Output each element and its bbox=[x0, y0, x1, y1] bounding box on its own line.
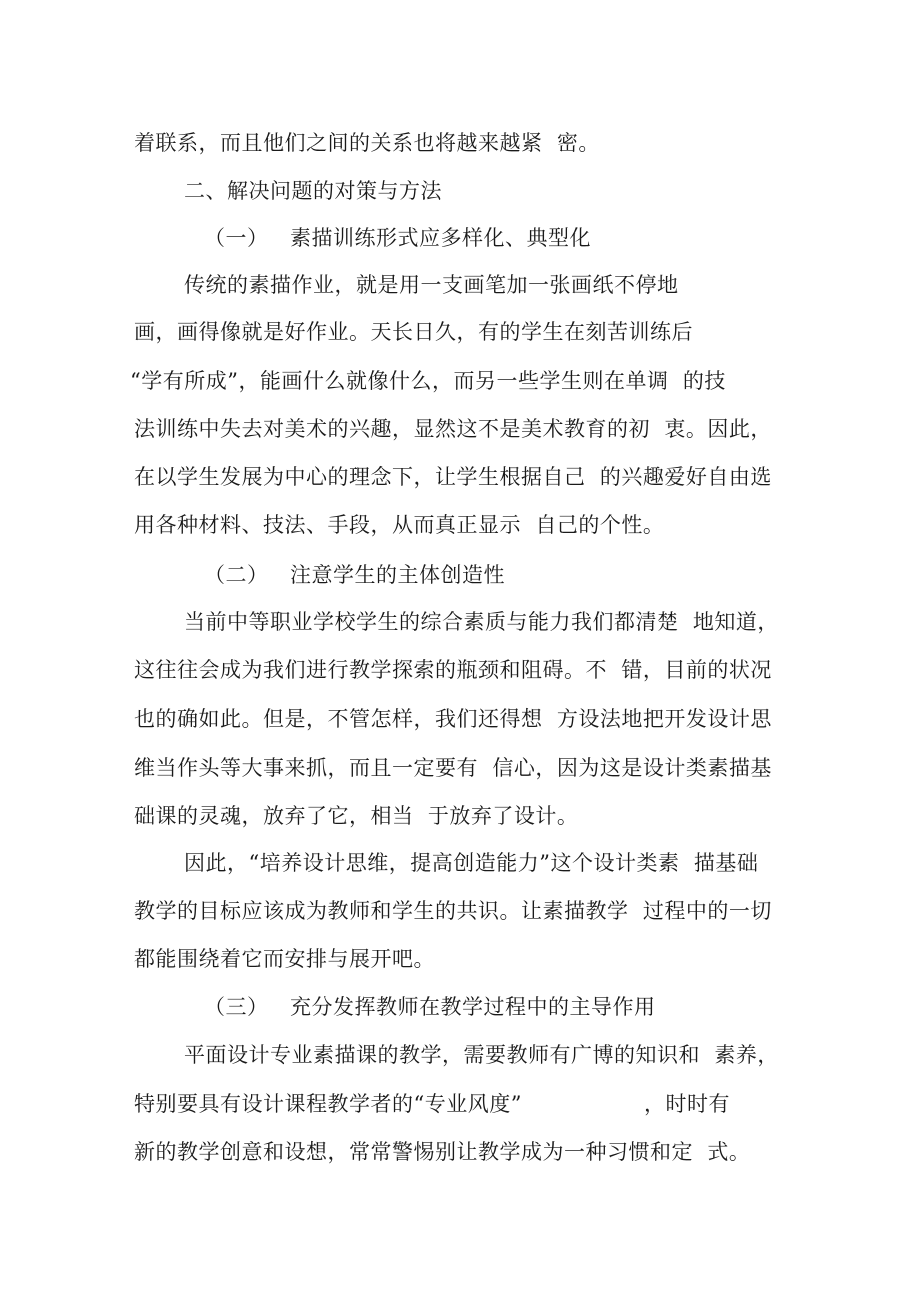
text-line-13: 也的确如此。但是，不管怎样，我们还得想 方设法地把开发设计思 bbox=[134, 707, 772, 731]
subsection-heading-2: （二） 注意学生的主体创造性 bbox=[204, 563, 506, 587]
text-line-22: 新的教学创意和设想，常常警惕别让教学成为一种习惯和定 式。 bbox=[134, 1140, 751, 1164]
text-line-17: 教学的目标应该成为教师和学生的共识。让素描教学 过程中的一切 bbox=[134, 899, 772, 923]
text-line-8: 在以学生发展为中心的理念下，让学生根据自己 的兴趣爱好自由选 bbox=[134, 465, 772, 489]
text-line-7: 法训练中失去对美术的兴趣，显然这不是美术教育的初 衷。因此， bbox=[134, 417, 772, 441]
text-line-5: 画，画得像就是好作业。天长日久，有的学生在刻苦训练后 bbox=[134, 320, 693, 344]
text-line-9: 用各种材料、技法、手段，从而真正显示 自己的个性。 bbox=[134, 513, 665, 537]
section-heading-2: 二、解决问题的对策与方法 bbox=[184, 179, 442, 203]
text-line-16: 因此，“培养设计思维，提高创造能力”这个设计类素 描基础 bbox=[184, 851, 759, 875]
text-line-11: 当前中等职业学校学生的综合素质与能力我们都清楚 地知道， bbox=[184, 610, 779, 634]
text-line-20: 平面设计专业素描课的教学，需要教师有广博的知识和 素养， bbox=[184, 1043, 779, 1067]
text-line-18: 都能围绕着它而安排与展开吧。 bbox=[134, 947, 435, 971]
text-line-12: 这往往会成为我们进行教学探索的瓶颈和阻碍。不 错，目前的状况 bbox=[134, 658, 772, 682]
text-line-1: 着联系，而且他们之间的关系也将越来越紧 密。 bbox=[134, 131, 600, 155]
text-line-4: 传统的素描作业，就是用一支画笔加一张画纸不停地 bbox=[184, 273, 679, 297]
subsection-heading-1: （一） 素描训练形式应多样化、典型化 bbox=[204, 226, 592, 250]
text-line-14: 维当作头等大事来抓，而且一定要有 信心，因为这是设计类素描基 bbox=[134, 756, 772, 780]
subsection-heading-3: （三） 充分发挥教师在教学过程中的主导作用 bbox=[204, 995, 656, 1019]
text-line-15: 础课的灵魂，放弃了它，相当 于放弃了设计。 bbox=[134, 804, 579, 828]
text-line-6: “学有所成”，能画什么就像什么，而另一些学生则在单调 的技 bbox=[130, 369, 726, 393]
text-line-21: 特别要具有设计课程教学者的“专业风度” ，时时有 bbox=[134, 1092, 730, 1116]
